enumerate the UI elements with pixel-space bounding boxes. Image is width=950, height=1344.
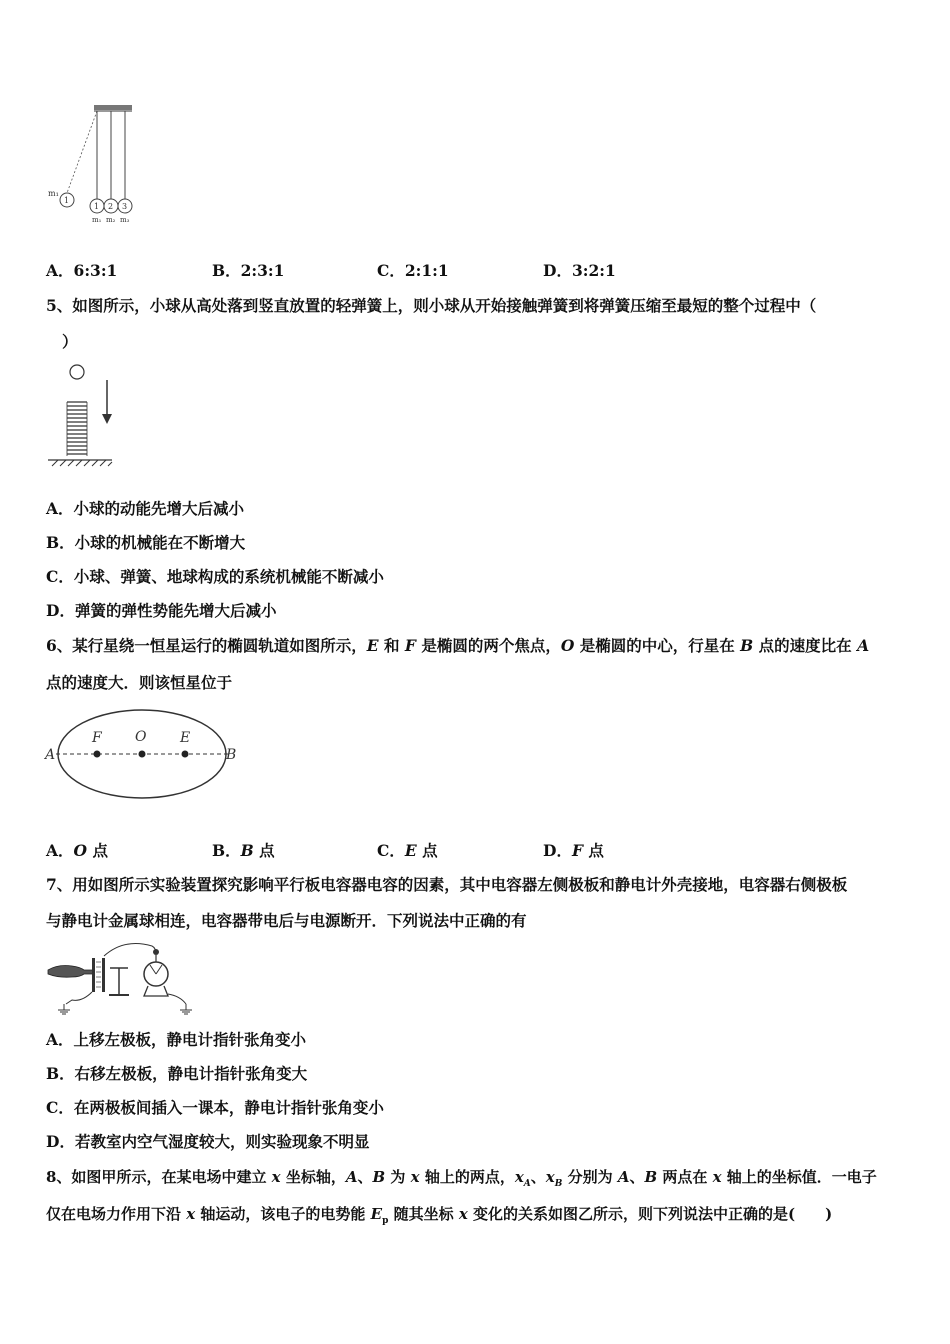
capacitor-electrometer-figure (44, 940, 200, 1014)
q5-stem-line1: 5、如图所示，小球从高处落到竖直放置的轻弹簧上，则小球从开始接触弹簧到将弹簧压缩至最短的整个过程中（ (46, 296, 817, 315)
falling-ball (70, 365, 84, 379)
q6-option-b[interactable]: B．B 点 (212, 841, 275, 860)
label-ball1: 1 (94, 202, 100, 211)
q5-option-c[interactable]: C．小球、弹簧、地球构成的系统机械能不断减小 (46, 567, 384, 586)
q4-option-c[interactable]: C．2:1:1 (377, 261, 449, 280)
right-plate (102, 958, 105, 992)
spring-coil (67, 402, 87, 454)
q6-stem-line2: 点的速度大．则该恒星位于 (46, 673, 233, 692)
q8-stem-line2: 仅在电场力作用下沿 x 轴运动，该电子的电势能 $E_p$ 随其坐标 x 变化的关系如图乙所示，则下列说法中正确的是( ) (46, 1205, 833, 1226)
ground-right-icon (180, 1004, 192, 1014)
label-e: E (180, 730, 191, 746)
label-ball2: 2 (108, 202, 114, 211)
q5-option-a[interactable]: A．小球的动能先增大后减小 (46, 499, 245, 518)
label-o: O (135, 729, 147, 745)
q7-option-c[interactable]: C．在两极板间插入一课本，静电计指针张角变小 (46, 1098, 384, 1117)
label-b: B (226, 747, 237, 763)
q8-stem-line1: 8、如图甲所示，在某电场中建立 x 坐标轴，A、B 为 x 轴上的两点，$x_A$、$x_B$ 分别为 A、B 两点在 x 轴上的坐标值．一电子 (46, 1168, 877, 1189)
pendulum-figure (40, 96, 150, 236)
q7-stem-line1: 7、用如图所示实验装置探究影响平行板电容器电容的因素，其中电容器左侧极板和静电计外壳接地，电容器右侧极板 (46, 875, 848, 894)
q7-option-a[interactable]: A．上移左极板，静电计指针张角变小 (46, 1030, 307, 1049)
label-m1: m₁ (92, 216, 102, 224)
label-m3: m₃ (120, 216, 130, 224)
ceiling-support (94, 105, 132, 110)
focus-e-point (182, 751, 189, 758)
q5-option-b[interactable]: B．小球的机械能在不断增大 (46, 533, 246, 552)
focus-f-point (94, 751, 101, 758)
ellipse-orbit-figure (42, 706, 242, 808)
center-o-point (139, 751, 146, 758)
ground-left-icon (58, 1004, 70, 1014)
q5-stem-line2: ） (62, 332, 78, 351)
q6-option-a[interactable]: A．O 点 (46, 841, 108, 860)
label-ball1-raised: 1 (64, 196, 70, 205)
label-a: A (45, 747, 56, 763)
q4-option-d[interactable]: D．3:2:1 (543, 261, 616, 280)
label-f: F (92, 730, 102, 746)
spring-ball-figure (44, 360, 124, 470)
q4-option-a[interactable]: A．6:3:1 (46, 261, 118, 280)
q7-stem-line2: 与静电计金属球相连，电容器带电后与电源断开．下列说法中正确的有 (46, 911, 527, 930)
hand-icon (48, 966, 94, 978)
q7-option-b[interactable]: B．右移左极板，静电计指针张角变大 (46, 1064, 308, 1083)
label-m2: m₂ (106, 216, 116, 224)
q6-stem-line1: 6、某行星绕一恒星运行的椭圆轨道如图所示，E 和 F 是椭圆的两个焦点，O 是椭圆的中心，行星在 B 点的速度比在 A (46, 636, 870, 655)
q4-option-b[interactable]: B．2:3:1 (212, 261, 285, 280)
q6-option-d[interactable]: D．F 点 (543, 841, 604, 860)
q7-option-d[interactable]: D．若教室内空气湿度较大，则实验现象不明显 (46, 1132, 370, 1151)
left-plate (92, 958, 95, 992)
q6-option-c[interactable]: C．E 点 (377, 841, 438, 860)
label-ball3: 3 (122, 202, 128, 211)
electrometer-knob (153, 949, 159, 955)
label-m1-left: m₁ (48, 189, 59, 198)
q5-option-d[interactable]: D．弹簧的弹性势能先增大后减小 (46, 601, 277, 620)
